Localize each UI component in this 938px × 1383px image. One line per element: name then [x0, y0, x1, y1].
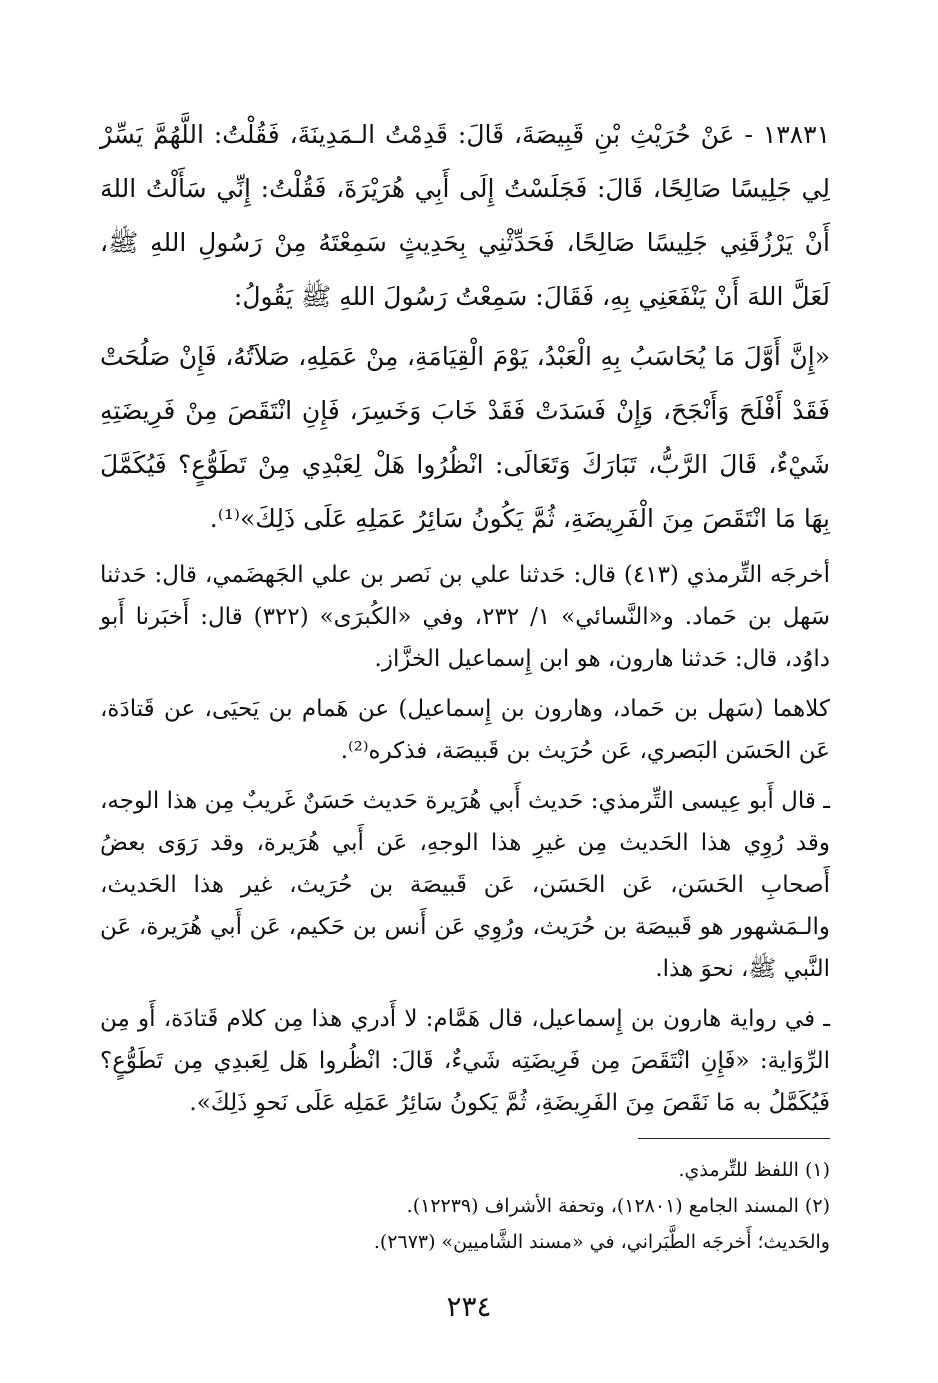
takhrij-paragraph-2: كلاهما (سَهل بن حَماد، وهارون بن إِسماعيل) عن هَمام بن يَحيَى، عن قَتادَة، عَن الحَسَن البَصري، عَن حُرَيث بن قَبيصَة، فذكره⁽²⁾.: [100, 696, 830, 764]
footnote-1: (١) اللفظ للتِّرمذي.: [678, 1159, 830, 1181]
page-number: ٢٣٤: [446, 1290, 492, 1323]
hadith-matn: «إِنَّ أَوَّلَ مَا يُحَاسَبُ بِهِ الْعَبْدُ، يَوْمَ الْقِيَامَةِ، مِنْ عَمَلِهِ، صَلاَتُهُ، فَإِنْ صَلُحَتْ فَقَدْ أَفْلَحَ وَأَنْجَحَ، وَإِنْ فَسَدَتْ فَقَدْ خَابَ وَخَسِرَ، فَإِنِ انْتَقَصَ مِنْ فَرِيضَتِهِ شَيْءٌ، قَالَ الرَّبُّ، تَبَارَكَ وَتَعَالَى: انْظُرُوا هَلْ لِعَبْدِي مِنْ تَطَوُّعٍ؟ فَيُكَمَّلَ بِهَا مَا انْتَقَصَ مِنَ الْفَرِيضَةِ، ثُمَّ يَكُونُ سَائِرُ عَمَلِهِ عَلَى ذَلِكَ»⁽¹⁾.: [100, 342, 830, 533]
footnote-divider: [638, 1138, 830, 1139]
takhrij-paragraph-4: ـ في رواية هارون بن إِسماعيل، قال هَمَّام: لا أَدري هذا مِن كلام قَتادَة، أَو مِن الرِّوَاية: «فَإِنِ انْتَقَصَ مِن فَرِيضَتِه شَيءٌ، قَالَ: انْظُروا هَل لِعَبدِي مِن تَطَوُّعٍ؟ فَيُكَمَّلُ به مَا نَقَصَ مِنَ الفَرِيضَةِ، ثُمَّ يَكونُ سَائِرُ عَمَلِه عَلَى نَحوِ ذَلِكَ».: [100, 1006, 830, 1116]
footnote-2-continuation: والحَديث؛ أَخرجَه الطَّبَراني، في «مسند الشَّاميين» (٢٦٧٣).: [373, 1231, 830, 1253]
takhrij-paragraph-3: ـ قال أَبو عِيسى التِّرمذي: حَديث أَبي هُرَيرة حَديث حَسَنٌ غَريبٌ مِن هذا الوجه، وقد رُوِي هذا الحَديث مِن غيرِ هذا الوجهِ، عَن أَبي هُرَيرة، وقد رَوَى بعضُ أَصحابِ الحَسَن، عَن الحَسَن، عَن قَبيصَة بن حُرَيث، غير هذا الحَديث، والـمَشهور هو قَبيصَة بن حُرَيث، ورُوِي عَن أَنس بن حَكيم، عَن أَبي هُرَيرة، عَن النَّبي ﷺ، نحوَ هذا.: [100, 788, 830, 982]
hadith-intro: ١٣٨٣١ - عَنْ حُرَيْثِ بْنِ قَبِيصَةَ، قَالَ: قَدِمْتُ الـمَدِينَةَ، فَقُلْتُ: اللَّهُمَّ يَسِّرْ لِي جَلِيسًا صَالِحًا، قَالَ: فَجَلَسْتُ إِلَى أَبِي هُرَيْرَةَ، فَقُلْتُ: إِنِّي سَأَلْتُ اللهَ أَنْ يَرْزُقَنِي جَلِيسًا صَالِحًا، فَحَدِّثْنِي بِحَدِيثٍ سَمِعْتَهُ مِنْ رَسُولِ اللهِ ﷺ، لَعَلَّ اللهَ أَنْ يَنْفَعَنِي بِهِ، فَقَالَ: سَمِعْتُ رَسُولَ اللهِ ﷺ يَقُولُ:: [100, 120, 830, 311]
page-body: [100, 108, 830, 1132]
footnote-2: (٢) المسند الجامع (١٢٨٠١)، وتحفة الأشراف (١٢٢٣٩).: [406, 1195, 830, 1217]
footnotes: [100, 1152, 830, 1260]
takhrij-paragraph-1: أخرجَه التِّرمذي (٤١٣) قال: حَدثنا علي بن نَصر بن علي الجَهضَمي، قال: حَدثنا سَهل بن حَماد. و«النَّسائي» ١/ ٢٣٢، وفي «الكُبرَى» (٣٢٢) قال: أَخبَرنا أَبو داوُد، قال: حَدثنا هارون، هو ابن إِسماعيل الخزَّاز.: [100, 562, 830, 672]
